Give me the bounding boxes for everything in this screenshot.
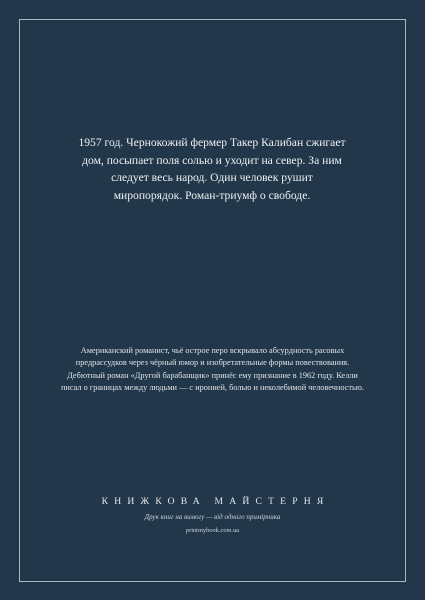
book-synopsis: 1957 год. Чернокожий фермер Такер Калибан сжигает дом, посыпает поля солью и уходит на север. За ним следует весь народ. Один человек рушит миропорядок. Роман-триумф о свободе. — [78, 136, 346, 202]
publisher-name: КНИЖКОВА МАЙСТЕРНЯ — [101, 496, 330, 507]
publisher-tagline: Друк книг на вимогу — від одного примірника — [144, 513, 281, 521]
publisher-url[interactable]: printmybook.com.ua — [185, 527, 240, 534]
author-bio: Американский романист, чьё острое перо вскрывало абсурдность расовых предрассудков через чёрный юмор и изобретательные формы повествования. Дебютный роман «Другой барабанщик» принёс ему признание в 1962 году. Келли писал о границах между людьми — с иронией, болью и неколебимой человечностью. — [60, 346, 365, 393]
